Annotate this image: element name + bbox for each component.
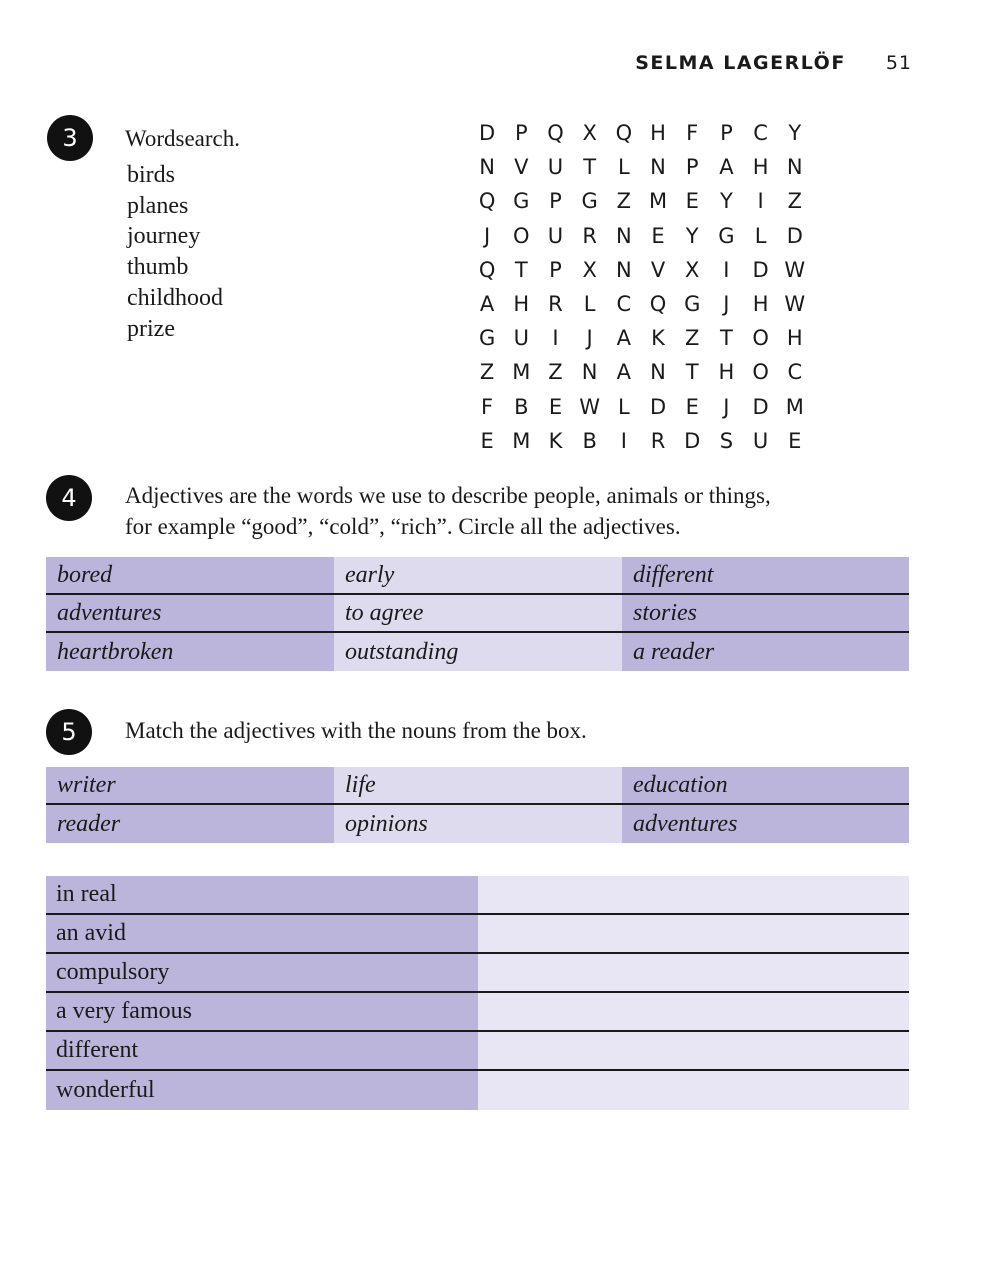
- grid-letter[interactable]: N: [615, 223, 632, 248]
- exercise-3-title: Wordsearch.: [125, 126, 241, 151]
- grid-letter[interactable]: Q: [547, 121, 564, 146]
- table-cell[interactable]: to agree: [334, 595, 622, 633]
- grid-letter[interactable]: J: [483, 223, 491, 248]
- answer-field[interactable]: [478, 876, 909, 913]
- grid-letter[interactable]: Z: [548, 360, 563, 385]
- grid-letter[interactable]: P: [549, 257, 562, 282]
- grid-letter[interactable]: Y: [788, 121, 802, 146]
- grid-letter[interactable]: Q: [615, 121, 633, 146]
- grid-letter[interactable]: I: [757, 189, 764, 214]
- grid-letter[interactable]: D: [752, 394, 769, 419]
- grid-letter[interactable]: Y: [685, 223, 699, 248]
- grid-letter[interactable]: G: [718, 223, 735, 248]
- grid-letter[interactable]: W: [784, 257, 806, 282]
- grid-letter[interactable]: Z: [616, 189, 632, 214]
- grid-letter[interactable]: N: [650, 360, 666, 385]
- match-adjective: a very famous: [46, 993, 478, 1030]
- grid-letter[interactable]: R: [582, 223, 597, 248]
- exercise-5-badge: 5: [46, 709, 92, 755]
- grid-letter[interactable]: T: [514, 257, 528, 282]
- grid-letter[interactable]: T: [685, 360, 699, 385]
- grid-letter[interactable]: T: [583, 155, 597, 180]
- grid-letter[interactable]: U: [547, 223, 564, 248]
- match-adjective: wonderful: [46, 1071, 478, 1110]
- grid-letter[interactable]: D: [786, 223, 803, 248]
- grid-letter[interactable]: H: [786, 326, 803, 351]
- grid-letter[interactable]: U: [547, 155, 564, 180]
- table-cell[interactable]: stories: [622, 595, 909, 633]
- noun-box: [46, 767, 909, 843]
- grid-letter[interactable]: N: [581, 360, 598, 385]
- table-cell[interactable]: a reader: [622, 633, 909, 671]
- grid-letter[interactable]: E: [788, 428, 802, 453]
- table-cell[interactable]: adventures: [46, 595, 334, 633]
- grid-letter[interactable]: H: [650, 121, 666, 146]
- grid-letter[interactable]: N: [479, 155, 495, 180]
- grid-letter[interactable]: I: [723, 257, 730, 282]
- grid-letter[interactable]: Q: [478, 257, 496, 282]
- grid-letter[interactable]: T: [719, 326, 733, 351]
- grid-letter[interactable]: E: [651, 223, 665, 248]
- grid-letter[interactable]: P: [720, 121, 733, 146]
- grid-letter[interactable]: Z: [685, 326, 700, 351]
- grid-letter[interactable]: F: [481, 394, 494, 419]
- wordsearch-word: prize: [127, 315, 175, 342]
- grid-letter[interactable]: Z: [479, 360, 495, 385]
- answer-field[interactable]: [478, 1071, 909, 1110]
- page-number: 51: [885, 52, 912, 74]
- grid-letter[interactable]: G: [478, 326, 496, 351]
- grid-letter[interactable]: K: [651, 326, 665, 351]
- wordsearch-word: childhood: [127, 284, 223, 311]
- grid-letter[interactable]: H: [752, 292, 769, 317]
- grid-letter[interactable]: G: [513, 189, 530, 214]
- grid-letter[interactable]: P: [514, 121, 528, 146]
- table-cell[interactable]: outstanding: [334, 633, 622, 671]
- grid-letter[interactable]: R: [548, 292, 563, 317]
- grid-letter[interactable]: A: [616, 360, 632, 385]
- grid-letter[interactable]: W: [579, 394, 601, 419]
- table-cell[interactable]: different: [622, 557, 909, 595]
- grid-letter[interactable]: E: [685, 189, 699, 214]
- grid-letter[interactable]: Q: [478, 189, 496, 214]
- match-adjective: an avid: [46, 915, 478, 952]
- table-cell[interactable]: reader: [46, 805, 334, 843]
- match-row: [46, 1071, 909, 1110]
- grid-letter[interactable]: M: [648, 189, 668, 214]
- grid-letter[interactable]: B: [582, 428, 597, 453]
- grid-letter[interactable]: F: [686, 121, 699, 146]
- grid-letter[interactable]: I: [552, 326, 559, 351]
- grid-letter[interactable]: C: [753, 121, 768, 146]
- wordsearch-word: birds: [127, 162, 175, 188]
- grid-letter[interactable]: A: [479, 292, 495, 317]
- grid-letter[interactable]: G: [581, 189, 598, 214]
- grid-letter[interactable]: U: [752, 428, 769, 453]
- grid-letter[interactable]: N: [615, 257, 632, 282]
- grid-letter[interactable]: J: [723, 394, 730, 419]
- table-cell[interactable]: education: [622, 767, 909, 805]
- grid-letter[interactable]: C: [787, 360, 803, 385]
- wordsearch-word: thumb: [127, 254, 189, 281]
- grid-letter[interactable]: U: [513, 326, 529, 351]
- answer-field[interactable]: [478, 993, 909, 1030]
- grid-letter[interactable]: M: [512, 428, 531, 453]
- grid-letter[interactable]: Y: [719, 189, 733, 214]
- grid-letter[interactable]: A: [719, 155, 734, 180]
- grid-letter[interactable]: Z: [787, 189, 802, 214]
- grid-letter[interactable]: V: [650, 257, 666, 282]
- grid-letter[interactable]: M: [785, 394, 804, 419]
- grid-letter[interactable]: M: [512, 360, 531, 385]
- exercise-5-instruction: Match the adjectives with the nouns from the box.: [125, 718, 587, 743]
- grid-letter[interactable]: P: [685, 155, 699, 180]
- grid-letter[interactable]: H: [718, 360, 735, 385]
- grid-letter[interactable]: W: [784, 292, 806, 317]
- grid-letter[interactable]: H: [513, 292, 530, 317]
- grid-letter[interactable]: E: [548, 394, 563, 419]
- grid-letter[interactable]: H: [752, 155, 769, 180]
- grid-letter[interactable]: X: [582, 257, 597, 282]
- grid-letter[interactable]: J: [586, 326, 593, 351]
- table-cell[interactable]: writer: [46, 767, 334, 805]
- table-cell[interactable]: bored: [46, 557, 334, 595]
- grid-letter[interactable]: O: [752, 360, 769, 385]
- grid-letter[interactable]: E: [685, 394, 699, 419]
- grid-letter[interactable]: X: [582, 121, 597, 146]
- grid-letter[interactable]: K: [548, 428, 563, 453]
- answer-field[interactable]: [478, 915, 909, 952]
- wordsearch-word-list: [127, 160, 223, 344]
- answer-field[interactable]: [478, 954, 909, 991]
- grid-letter[interactable]: N: [786, 155, 803, 180]
- grid-letter[interactable]: S: [719, 428, 734, 453]
- grid-letter[interactable]: O: [513, 223, 530, 248]
- grid-letter[interactable]: X: [685, 257, 700, 282]
- grid-letter[interactable]: L: [617, 394, 630, 419]
- wordsearch-grid[interactable]: [470, 116, 812, 458]
- match-row: [46, 915, 909, 954]
- answer-field[interactable]: [478, 1032, 909, 1069]
- author-name: SELMA LAGERLÖF: [635, 52, 846, 74]
- page-header: [635, 52, 912, 74]
- grid-letter[interactable]: I: [620, 428, 627, 453]
- table-cell[interactable]: heartbroken: [46, 633, 334, 671]
- match-row: [46, 1032, 909, 1071]
- adjective-circle-table: [46, 557, 909, 671]
- grid-letter[interactable]: R: [650, 428, 666, 453]
- grid-letter[interactable]: B: [514, 394, 529, 419]
- grid-letter[interactable]: L: [617, 155, 630, 180]
- match-adjective: compulsory: [46, 954, 478, 991]
- grid-letter[interactable]: D: [684, 428, 701, 453]
- table-cell[interactable]: adventures: [622, 805, 909, 843]
- exercise-3-badge: 3: [47, 115, 93, 161]
- grid-letter[interactable]: A: [616, 326, 632, 351]
- exercise-4-instruction-line-2: for example “good”, “cold”, “rich”. Circle all the adjectives.: [125, 514, 681, 539]
- exercise-4-instruction-line-1: Adjectives are the words we use to describe people, animals or things,: [125, 483, 771, 508]
- match-table: [46, 876, 909, 1110]
- match-adjective: in real: [46, 876, 478, 913]
- table-cell[interactable]: opinions: [334, 805, 622, 843]
- grid-letter[interactable]: D: [649, 394, 667, 419]
- grid-letter[interactable]: E: [480, 428, 494, 453]
- exercise-4-instruction: [125, 480, 771, 542]
- wordsearch-word: planes: [127, 192, 189, 219]
- grid-letter[interactable]: D: [479, 121, 496, 146]
- exercise-4-badge: 4: [46, 475, 92, 521]
- match-adjective: different: [46, 1032, 478, 1069]
- grid-letter[interactable]: G: [684, 292, 701, 317]
- grid-letter[interactable]: V: [514, 155, 529, 180]
- grid-letter[interactable]: Q: [649, 292, 667, 317]
- grid-letter[interactable]: L: [583, 292, 596, 317]
- match-row: [46, 993, 909, 1032]
- grid-letter[interactable]: P: [549, 189, 562, 214]
- match-row: [46, 954, 909, 993]
- grid-letter[interactable]: J: [723, 292, 730, 317]
- grid-letter[interactable]: L: [754, 223, 767, 248]
- grid-letter[interactable]: D: [752, 257, 769, 282]
- wordsearch-word: journey: [127, 223, 201, 250]
- grid-letter[interactable]: C: [616, 292, 632, 317]
- table-cell[interactable]: early: [334, 557, 622, 595]
- match-row: [46, 876, 909, 915]
- grid-letter[interactable]: O: [752, 326, 769, 351]
- grid-letter[interactable]: N: [650, 155, 666, 180]
- table-cell[interactable]: life: [334, 767, 622, 805]
